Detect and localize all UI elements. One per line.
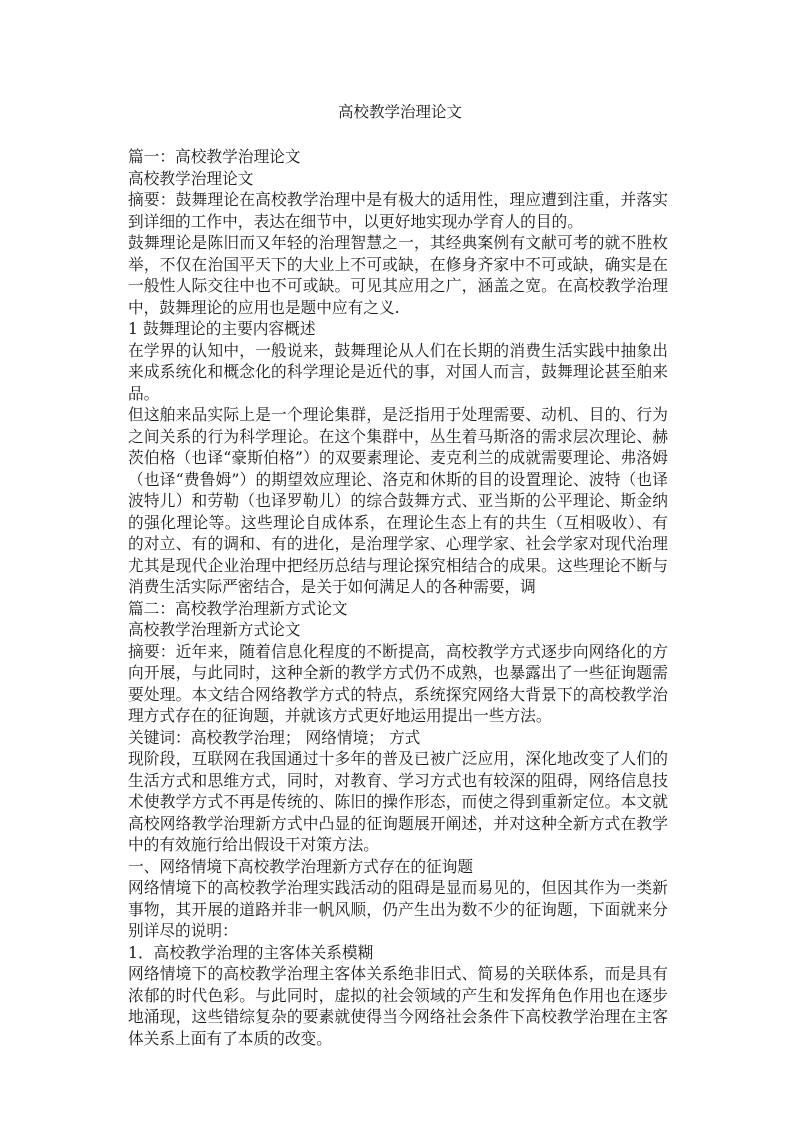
body-paragraph: 现阶段，互联网在我国通过十多年的普及已被广泛应用，深化地改变了人们的生活方式和思维方式，同时，对教育、学习方式也有较深的阻碍，网络信息技术使教学方式不再是传统的、陈旧的操作形态，而使之得到重新定位。本文就高校网络教学治理新方式中凸显的征询题展开阐述，并对这种全新方式在教学中的有效施行给出假设干对策方法。 <box>128 749 668 854</box>
body-paragraph: 网络情境下的高校教学治理主客体关系绝非旧式、简易的关联体系，而是具有浓郁的时代色彩。与此同时，虚拟的社会领域的产生和发挥角色作用也在逐步地涌现，这些错综复杂的要素就使得当今网络社会条件下高校教学治理在主客体关系上面有了本质的改变。 <box>128 964 668 1048</box>
document-body <box>128 146 668 1049</box>
subsection-heading: 一、网络情境下高校教学治理新方式存在的征询题 <box>128 856 474 876</box>
abstract-paragraph: 摘要：鼓舞理论在高校教学治理中是有极大的适用性，理应遭到注重，并落实到详细的工作中，表达在细节中，以更好地实现办学育人的目的。 <box>128 190 668 231</box>
body-paragraph: 在学界的认知中，一般说来，鼓舞理论从人们在长期的消费生活实践中抽象出来成系统化和概念化的科学理论是近代的事，对国人而言，鼓舞理论甚至舶来品。 <box>128 340 668 403</box>
body-paragraph: 但这舶来品实际上是一个理论集群，是泛指用于处理需要、动机、目的、行为之间关系的行为科学理论。在这个集群中，丛生着马斯洛的需求层次理论、赫茨伯格（也译“豪斯伯格”）的双要素理论、麦克利兰的成就需要理论、弗洛姆（也译“费鲁姆”）的期望效应理论、洛克和休斯的目的设置理论、波特（也译波特儿）和劳勒（也译罗勒儿）的综合鼓舞方式、亚当斯的公平理论、斯金纳的强化理论等。这些理论自成体系，在理论生态上有的共生（互相吸收）、有的对立、有的调和、有的进化，是治理学家、心理学家、社会学家对现代治理尤其是现代企业治理中把经历总结与理论探究相结合的成果。这些理论不断与消费生活实际严密结合，是关于如何满足人的各种需要，调 <box>128 405 668 596</box>
document-title: 高校教学治理论文 <box>337 103 462 121</box>
paper-title: 高校教学治理新方式论文 <box>128 620 301 639</box>
keywords-line: 关键词：高校教学治理； 网络情境； 方式 <box>128 727 421 747</box>
section-heading: 篇二：高校教学治理新方式论文 <box>128 598 348 618</box>
abstract-paragraph: 摘要：近年来，随着信息化程度的不断提高，高校教学方式逐步向网络化的方向开展，与此同时，这种全新的教学方式仍不成熟，也暴露出了一些征询题需要处理。本文结合网络教学方式的特点，系统探究网络大背景下的高校教学治理方式存在的征询题，并就该方式更好地运用提出一些方法。 <box>128 641 668 725</box>
section-heading: 篇一：高校教学治理论文 <box>128 147 301 166</box>
body-paragraph: 鼓舞理论是陈旧而又年轻的治理智慧之一，其经典案例有文献可考的就不胜枚举，不仅在治国平天下的大业上不可或缺，在修身齐家中不可或缺，确实是在一般性人际交往中也不可或缺。可见其应用之广，涵盖之宽。在高校教学治理中，鼓舞理论的应用也是题中应有之义. <box>128 233 668 317</box>
body-paragraph: 网络情境下的高校教学治理实践活动的阻碍是显而易见的，但因其作为一类新事物，其开展的道路并非一帆风顺，仍产生出为数不少的征询题，下面就来分别详尽的说明： <box>128 878 668 940</box>
subsection-heading: 1 鼓舞理论的主要内容概述 <box>128 319 316 338</box>
subsection-heading: 1．高校教学治理的主客体关系模糊 <box>128 942 374 962</box>
paper-title: 高校教学治理论文 <box>128 168 254 188</box>
